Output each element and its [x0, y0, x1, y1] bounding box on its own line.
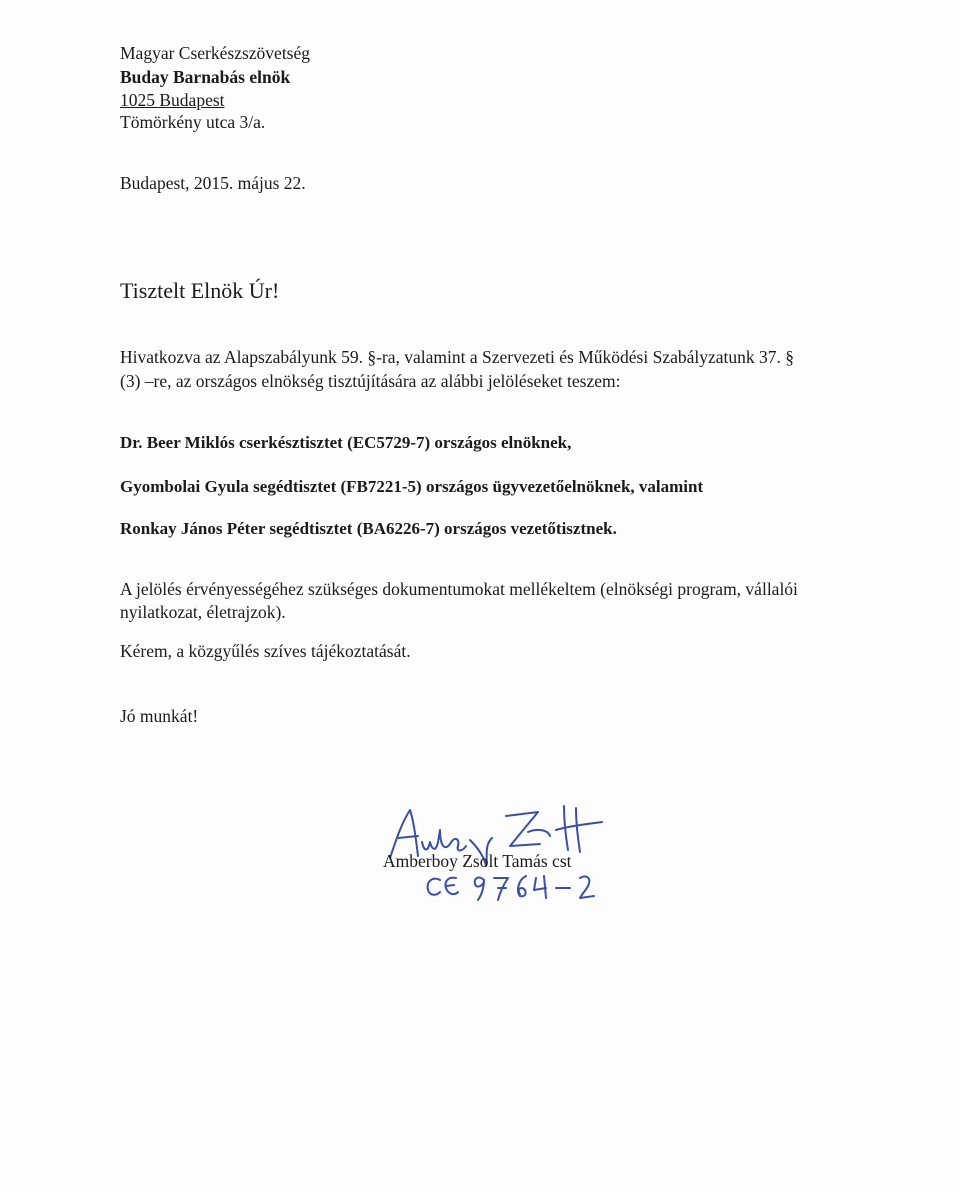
closing-line: Jó munkát! — [120, 706, 199, 726]
request-line: Kérem, a közgyűlés szíves tájékoztatását. — [120, 641, 411, 661]
intro-line-1: Hivatkozva az Alapszabályunk 59. §-ra, valamint a Szervezeti és Működési Szabályzatunk 37. § — [120, 347, 795, 367]
handwritten-member-code — [422, 866, 602, 906]
attachments-line-2: nyilatkozat, életrajzok). — [120, 602, 286, 622]
nomination-item: Gyombolai Gyula segédtisztet (FB7221-5) országos ügyvezetőelnöknek, valamint — [120, 477, 704, 496]
nomination-item: Ronkay János Péter segédtisztet (BA6226-7) országos vezetőtisztnek. — [120, 519, 617, 538]
recipient-street: Tömörkény utca 3/a. — [120, 112, 266, 132]
attachments-line-1: A jelölés érvényességéhez szükséges dokumentumokat mellékeltem (elnökségi program, vállalói — [120, 579, 798, 599]
salutation: Tisztelt Elnök Úr! — [120, 278, 280, 303]
date-line: Budapest, 2015. május 22. — [120, 173, 306, 193]
intro-line-2: (3) –re, az országos elnökség tisztújítására az alábbi jelöléseket teszem: — [120, 371, 621, 391]
nomination-item: Dr. Beer Miklós cserkésztisztet (EC5729-7) országos elnöknek, — [120, 433, 572, 452]
recipient-postcode-city: 1025 Budapest — [120, 90, 225, 110]
signer-printed-name: Amberboy Zsolt Tamás cst — [383, 851, 572, 871]
recipient-organization: Magyar Cserkészszövetség — [120, 43, 311, 63]
recipient-name: Buday Barnabás elnök — [120, 67, 291, 87]
